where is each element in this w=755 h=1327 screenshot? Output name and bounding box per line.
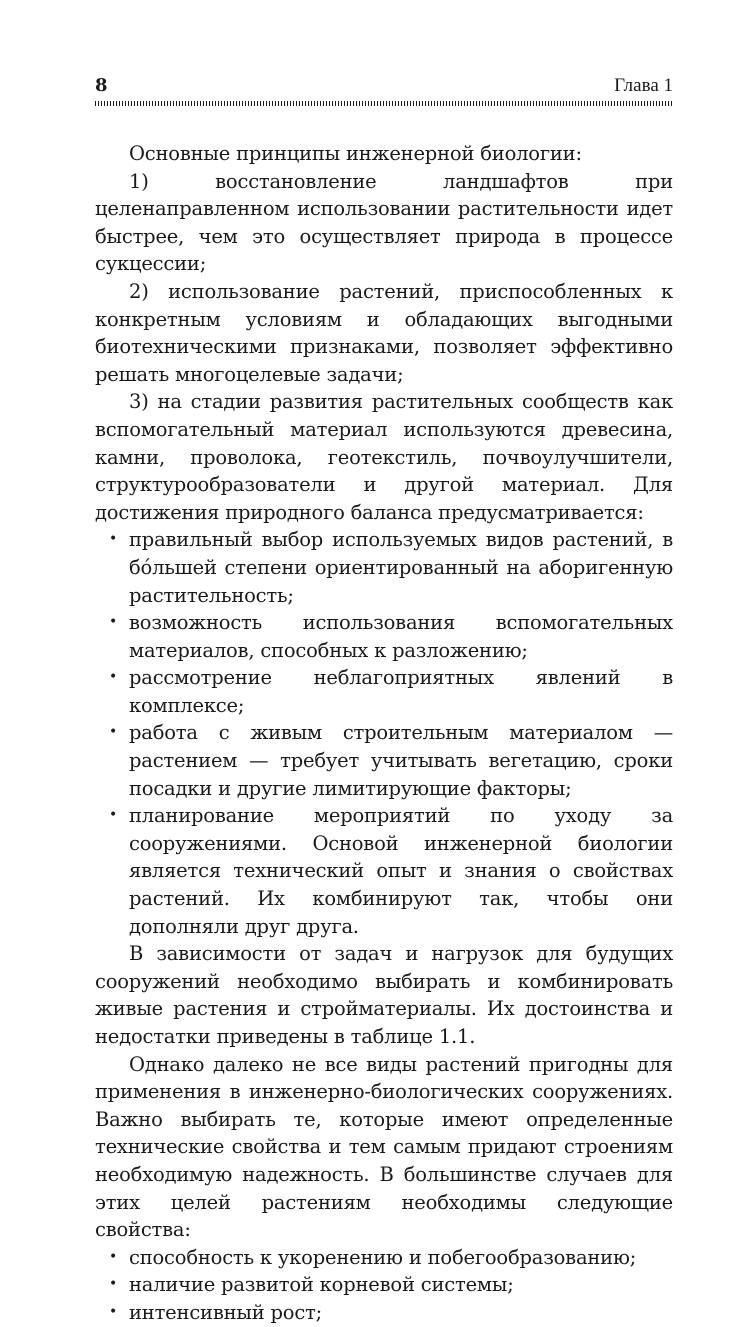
bullet-icon: • — [109, 724, 118, 741]
paragraph-principle-2: 2) использование растений, приспособленных к конкретным условиям и обладающих выгодными биотехническими признаками, позволяет эффективно решать многоцелевые задачи; — [95, 279, 673, 386]
list-item: • возможность использования вспомогательных материалов, способных к разложению; — [109, 611, 673, 662]
bullet-icon: • — [109, 669, 118, 686]
paragraph-principle-1: 1) восстановление ландшафтов при целенаправленном использовании растительности идет быстрее, чем это осуществляет природа в процессе сукцессии; — [95, 169, 673, 276]
list-item: • работа с живым строительным материалом — растением — требует учитывать вегетацию, сроки посадки и другие лимитирующие факторы; — [109, 721, 673, 800]
paragraph-principle-3: 3) на стадии развития растительных сообществ как вспомогательный материал используются древесина, камни, проволока, геотекстиль, почвоулучшители, структурообразователи и другой материал. Для достижения природного баланса предусматривается: — [95, 390, 673, 524]
body-text — [95, 140, 673, 1327]
list-item: • планирование мероприятий по уходу за сооружениями. Основой инженерной биологии является технический опыт и знания о свойствах растений. Их комбинируют так, чтобы они дополняли друг друга. — [109, 804, 673, 938]
paragraph-materials: В зависимости от задач и нагрузок для будущих сооружений необходимо выбирать и комбинировать живые растения и стройматериалы. Их достоинства и недостатки приведены в таблице 1.1. — [95, 942, 673, 1048]
list-item: • интенсивный рост; — [109, 1299, 673, 1327]
header-dotted-rule — [95, 101, 673, 106]
bullet-icon: • — [109, 807, 118, 824]
list-item: • наличие развитой корневой системы; — [109, 1271, 673, 1299]
bullet-icon: • — [109, 1276, 118, 1293]
paragraph-intro: Основные принципы инженерной биологии: — [129, 142, 582, 165]
bullet-list-balance — [95, 526, 673, 940]
paragraph-plant-selection: Однако далеко не все виды растений пригодны для применения в инженерно-биологических сооружениях. Важно выбирать те, которые имеют определенные технические свойства и тем самым придают строениям необходимую надежность. В большинстве случаев для этих целей растениям необходимы следующие свойства: — [95, 1052, 673, 1242]
page-header — [95, 74, 673, 98]
running-head-chapter: Глава 1 — [614, 75, 673, 96]
bullet-icon: • — [109, 1248, 118, 1265]
bullet-icon: • — [109, 531, 118, 548]
bullet-icon: • — [109, 614, 118, 631]
list-item: • способность к укоренению и побегообразованию; — [109, 1244, 673, 1272]
bullet-list-properties — [95, 1244, 673, 1327]
page-number: 8 — [95, 75, 108, 96]
bullet-icon: • — [109, 1303, 118, 1320]
list-item: • правильный выбор используемых видов растений, в бóльшей степени ориентированный на аборигенную растительность; — [109, 528, 673, 607]
list-item: • рассмотрение неблагоприятных явлений в комплексе; — [109, 666, 673, 717]
